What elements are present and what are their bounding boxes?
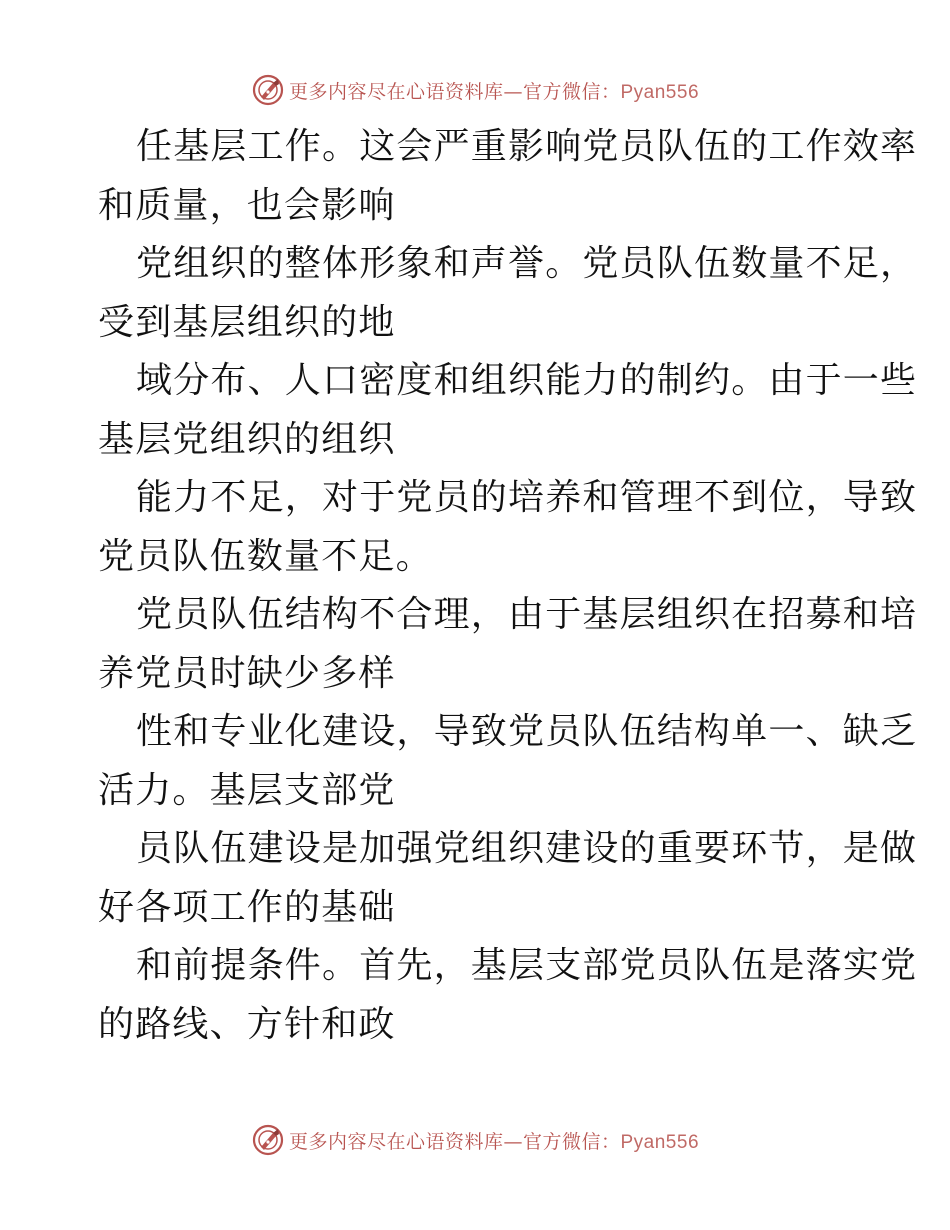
footer-banner-cn: 更多内容尽在心语资料库—官方微信： bbox=[288, 1130, 621, 1153]
body-line: 和质量，也会影响 bbox=[98, 184, 396, 226]
body-line: 和前提条件。首先，基层支部党员队伍是落实党 bbox=[136, 945, 918, 986]
header-banner-cn: 更多内容尽在心语资料库—官方微信： bbox=[288, 80, 621, 103]
footer-banner bbox=[0, 1120, 950, 1160]
body-line: 党员队伍结构不合理，由于基层组织在招募和培 bbox=[136, 594, 918, 635]
document-body bbox=[98, 118, 918, 1054]
body-line: 养党员时缺少多样 bbox=[98, 652, 396, 694]
body-line: 党员队伍数量不足。 bbox=[98, 535, 433, 577]
body-line: 员队伍建设是加强党组织建设的重要环节，是做 bbox=[136, 828, 918, 869]
body-line: 党组织的整体形象和声誉。党员队伍数量不足， bbox=[136, 243, 918, 284]
body-line: 活力。基层支部党 bbox=[98, 769, 396, 811]
body-line: 任基层工作。这会严重影响党员队伍的工作效率 bbox=[136, 126, 918, 167]
body-line: 性和专业化建设，导致党员队伍结构单一、缺乏 bbox=[136, 711, 918, 752]
footer-banner-text bbox=[289, 1127, 699, 1154]
body-line: 能力不足，对于党员的培养和管理不到位，导致 bbox=[136, 477, 918, 518]
body-line: 基层党组织的组织 bbox=[98, 418, 396, 460]
body-line: 受到基层组织的地 bbox=[98, 301, 396, 343]
footer-banner-wechat-id: Pyan556 bbox=[620, 1131, 700, 1153]
header-banner-text bbox=[289, 77, 699, 104]
header-banner bbox=[0, 70, 950, 110]
body-line: 域分布、人口密度和组织能力的制约。由于一些 bbox=[136, 360, 918, 401]
body-line: 的路线、方针和政 bbox=[98, 1003, 396, 1045]
pen-nib-logo-icon bbox=[251, 73, 285, 107]
header-banner-wechat-id: Pyan556 bbox=[620, 81, 700, 103]
body-line: 好各项工作的基础 bbox=[98, 886, 396, 928]
pen-nib-logo-icon bbox=[251, 1123, 285, 1157]
